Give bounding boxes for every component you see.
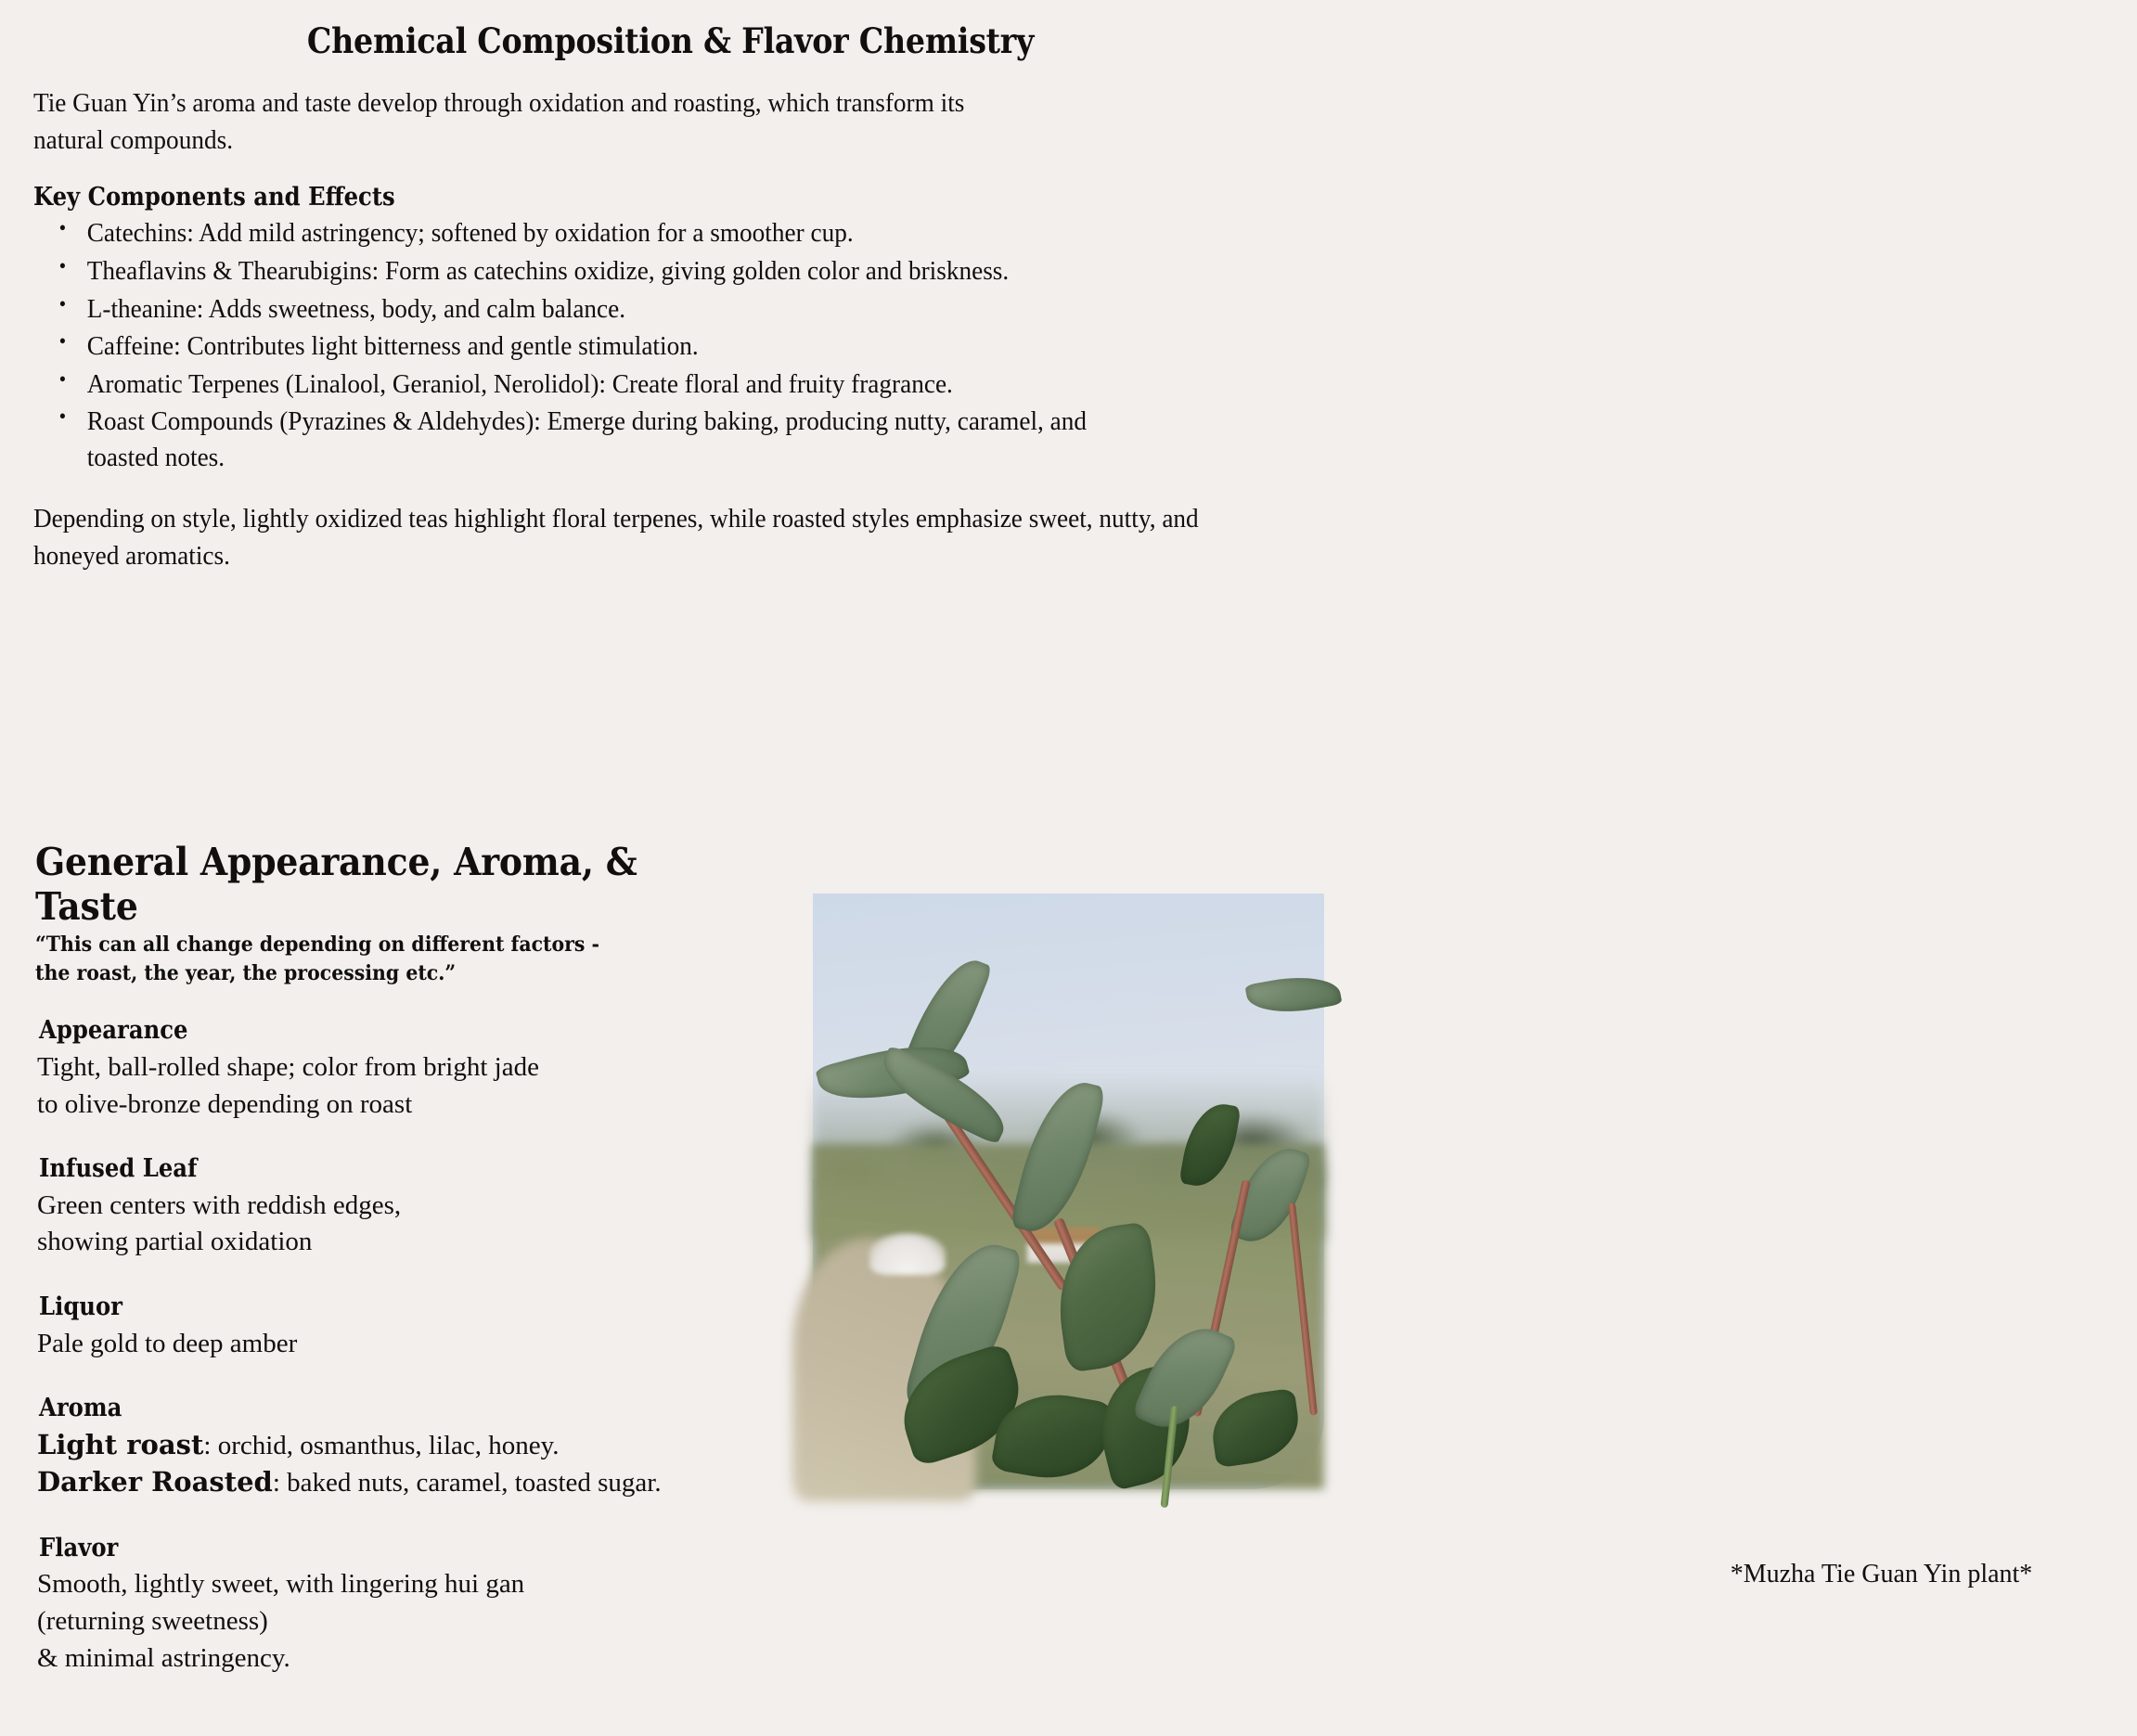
list-item: • Roast Compounds (Pyrazines & Aldehydes): Emerge during baking, producing nutty, caramel, and toasted notes.: [54, 404, 1116, 475]
section-heading: General Appearance, Aroma, & Taste: [35, 840, 637, 929]
attribute-text-darker-roasted: [37, 1464, 778, 1502]
light-roast-label: Light roast: [37, 1428, 204, 1460]
attribute-label: Flavor: [39, 1534, 119, 1563]
attribute-text: to olive-bronze depending on roast: [37, 1088, 413, 1119]
attribute-text: (returning sweetness): [37, 1606, 268, 1637]
section-appearance-aroma-taste: [0, 840, 2033, 1736]
attribute-text: Pale gold to deep amber: [37, 1328, 298, 1358]
darker-roasted-notes: : baked nuts, caramel, toasted sugar.: [272, 1468, 662, 1498]
quote-line-2: the roast, the year, the processing etc.”: [35, 961, 457, 986]
attribute-label: Aroma: [39, 1394, 122, 1423]
attributes-column: [35, 840, 778, 1678]
attribute-liquor: [35, 1292, 778, 1362]
list-item: • Caffeine: Contributes light bitterness and gentle stimulation.: [54, 328, 1116, 365]
attribute-label: Liquor: [39, 1292, 122, 1322]
light-roast-notes: : orchid, osmanthus, lilac, honey.: [203, 1430, 560, 1460]
attribute-text: Tight, ball-rolled shape; color from bright jade: [37, 1051, 539, 1082]
attribute-appearance: [35, 1016, 778, 1123]
list-item: • L-theanine: Adds sweetness, body, and calm balance.: [54, 291, 1116, 328]
quote-line-1: “This can all change depending on different factors -: [35, 932, 600, 957]
darker-roasted-label: Darker Roasted: [37, 1466, 273, 1498]
attribute-flavor: [35, 1534, 778, 1678]
attribute-text: Smooth, lightly sweet, with lingering hui gan: [37, 1569, 525, 1600]
attribute-label: Infused Leaf: [39, 1154, 198, 1184]
page-title: Chemical Composition & Flavor Chemistry: [306, 20, 1035, 61]
attribute-text: Green centers with reddish edges,: [37, 1189, 402, 1220]
list-item: • Theaflavins & Thearubigins: Form as catechins oxidize, giving golden color and briskness.: [54, 253, 1116, 289]
closing-paragraph: Depending on style, lightly oxidized teas highlight floral terpenes, while roasted styles emphasize sweet, nutty, and honeyed aromatics.: [33, 504, 1199, 571]
key-components-list: [33, 215, 1307, 475]
tea-plant-photo-container: [813, 894, 2033, 1588]
attribute-label: Appearance: [39, 1016, 188, 1046]
photo-umbrella: [869, 1233, 946, 1275]
photo-caption: *Muzha Tie Guan Yin plant*: [1730, 1560, 2033, 1588]
list-item: • Aromatic Terpenes (Linalool, Geraniol, Nerolidol): Create floral and fruity fragrance.: [54, 366, 1116, 403]
section-chemical-composition: [0, 0, 1341, 574]
intro-paragraph: Tie Guan Yin’s aroma and taste develop through oxidation and roasting, which transform its natural compounds.: [33, 88, 965, 155]
section-quote: [35, 931, 726, 988]
key-components-subheading: Key Components and Effects: [33, 183, 395, 212]
list-item: • Catechins: Add mild astringency; softened by oxidation for a smoother cup.: [54, 215, 1116, 251]
attribute-text: showing partial oxidation: [37, 1227, 313, 1257]
attribute-infused-leaf: [35, 1154, 778, 1261]
attribute-text-light-roast: [37, 1427, 778, 1465]
tea-plant-photo: [813, 894, 1324, 1489]
attribute-aroma: [35, 1394, 778, 1502]
attribute-text: & minimal astringency.: [37, 1642, 290, 1673]
